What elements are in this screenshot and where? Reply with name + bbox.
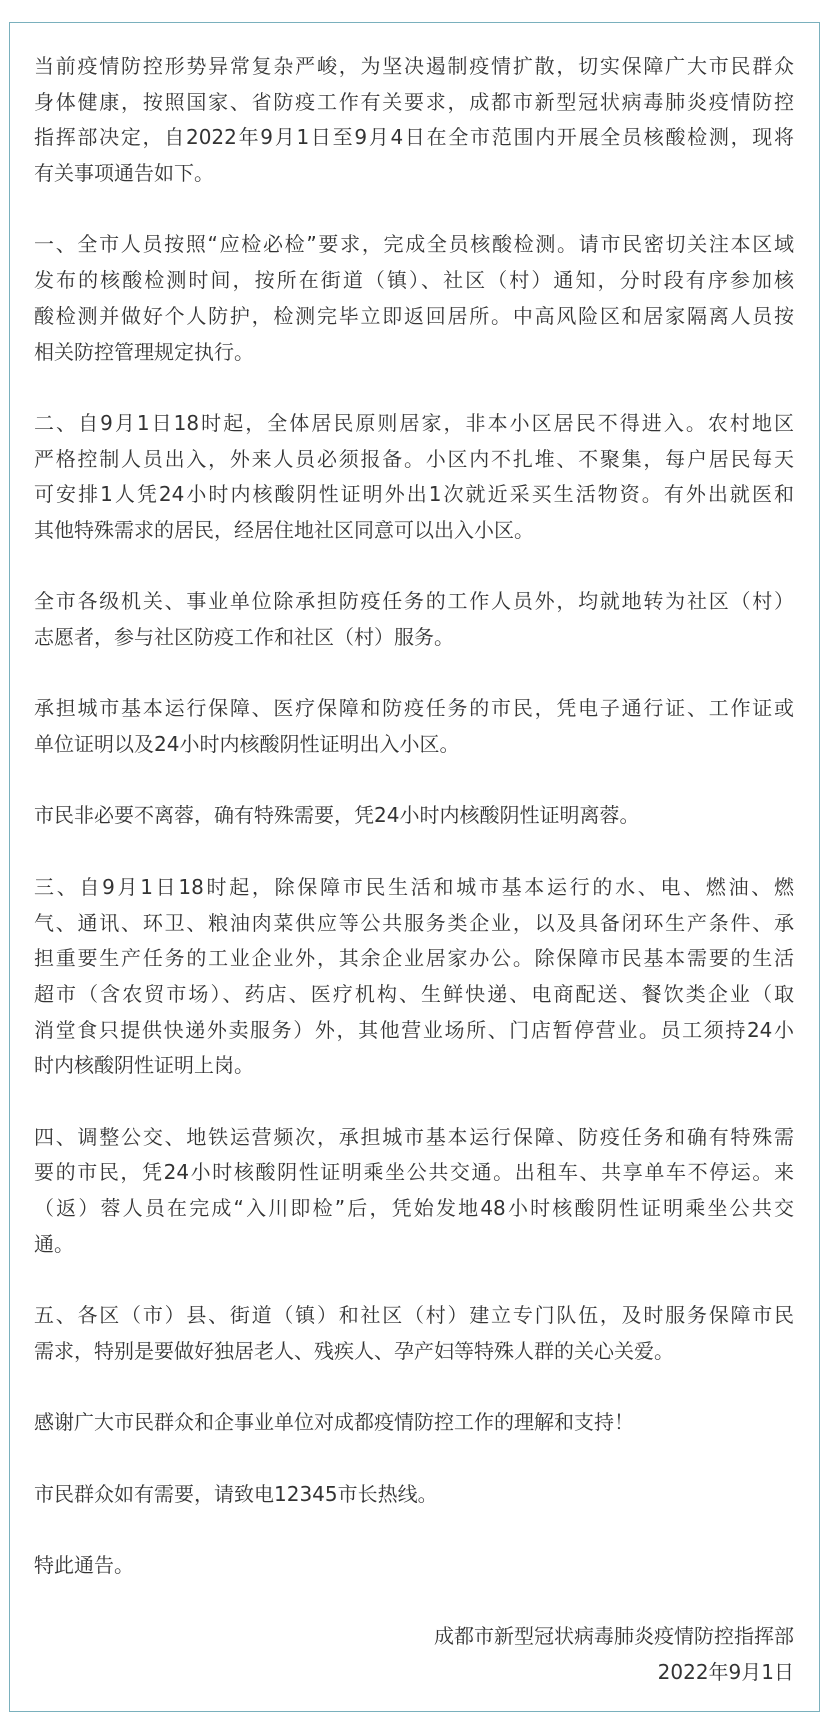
text-line: 单位证明以及24小时内核酸阴性证明出入小区。 <box>34 732 460 757</box>
text-line: 二、自9月1日18时起，全体居民原则居家，非本小区居民不得进入。农村地区 <box>34 410 794 435</box>
paragraph-spacer <box>34 763 794 799</box>
text-line: （返）蓉人员在完成“入川即检”后，凭始发地48小时核酸阴性证明乘坐公共交 <box>34 1196 794 1220</box>
paragraph-hotline <box>34 1477 794 1513</box>
text-line: 承担城市基本运行保障、医疗保障和防疫任务的市民，凭电子通行证、工作证或 <box>34 696 794 721</box>
text-line: 要的市民，凭24小时核酸阴性证明乘坐公共交通。出租车、共享单车不停运。来 <box>34 1160 794 1185</box>
text-line: 酸检测并做好个人防护，检测完毕立即返回居所。中高风险区和居家隔离人员按 <box>34 303 794 328</box>
text-line: 有关事项通告如下。 <box>34 161 214 186</box>
text-line: 市民非必要不离蓉，确有特殊需要，凭24小时内核酸阴性证明离蓉。 <box>34 803 640 828</box>
text-line: 五、各区（市）县、街道（镇）和社区（村）建立专门队伍，及时服务保障市民 <box>34 1303 794 1328</box>
text-line: 严格控制人员出入，外来人员必须报备。小区内不扎堆、不聚集，每户居民每天 <box>34 446 794 471</box>
text-line: 当前疫情防控形势异常复杂严峻，为坚决遏制疫情扩散，切实保障广大市民群众 <box>34 54 794 78</box>
paragraph-spacer <box>34 1584 794 1620</box>
paragraph-thanks <box>34 1405 794 1441</box>
text-line: 感谢广大市民群众和企事业单位对成都疫情防控工作的理解和支持！ <box>34 1410 634 1435</box>
paragraph-item-5 <box>34 1298 794 1369</box>
issue-date: 2022年9月1日 <box>657 1659 794 1684</box>
paragraph-spacer <box>34 834 794 870</box>
notice-body <box>34 49 794 1691</box>
paragraph-item-4 <box>34 1120 794 1263</box>
issuer-name: 成都市新型冠状病毒肺炎疫情防控指挥部 <box>434 1624 794 1649</box>
text-line: 一、全市人员按照“应检必检”要求，完成全员核酸检测。请市民密切关注本区域 <box>34 232 794 257</box>
paragraph-intro <box>34 49 794 192</box>
text-line: 气、通讯、环卫、粮油肉菜供应等公共服务类企业，以及具备闭环生产条件、承 <box>34 910 794 935</box>
paragraph-spacer <box>34 656 794 692</box>
paragraph-spacer <box>34 370 794 406</box>
text-line: 指挥部决定，自2022年9月1日至9月4日在全市范围内开展全员核酸检测，现将 <box>34 125 794 150</box>
paragraph-spacer <box>34 192 794 228</box>
paragraph-spacer <box>34 549 794 585</box>
text-line: 担重要生产任务的工业企业外，其余企业居家办公。除保障市民基本需要的生活 <box>34 946 794 971</box>
paragraph-spacer <box>34 1512 794 1548</box>
text-line: 其他特殊需求的居民，经居住地社区同意可以出入小区。 <box>34 517 534 542</box>
text-line: 身体健康，按照国家、省防疫工作有关要求，成都市新型冠状病毒肺炎疫情防控 <box>34 89 794 114</box>
paragraph-spacer <box>34 1262 794 1298</box>
text-line: 通。 <box>34 1231 74 1256</box>
paragraph-item-3 <box>34 870 794 1084</box>
text-line: 超市（含农贸市场）、药店、医疗机构、生鲜快递、电商配送、餐饮类企业（取 <box>34 981 794 1006</box>
signature-block <box>34 1619 794 1690</box>
text-line: 发布的核酸检测时间，按所在街道（镇）、社区（村）通知，分时段有序参加核 <box>34 268 794 293</box>
paragraph-spacer <box>34 1084 794 1120</box>
text-line: 全市各级机关、事业单位除承担防疫任务的工作人员外，均就地转为社区（村） <box>34 589 794 614</box>
paragraph-spacer <box>34 1441 794 1477</box>
text-line: 需求，特别是要做好独居老人、残疾人、孕产妇等特殊人群的关心关爱。 <box>34 1338 674 1363</box>
text-line: 四、调整公交、地铁运营频次，承担城市基本运行保障、防疫任务和确有特殊需 <box>34 1124 794 1149</box>
text-line: 相关防控管理规定执行。 <box>34 339 254 364</box>
text-line: 三、自9月1日18时起，除保障市民生活和城市基本运行的水、电、燃油、燃 <box>34 874 794 899</box>
text-line: 时内核酸阴性证明上岗。 <box>34 1053 254 1078</box>
paragraph-item-1 <box>34 227 794 370</box>
text-line: 消堂食只提供快递外卖服务）外，其他营业场所、门店暂停营业。员工须持24小 <box>34 1017 794 1042</box>
paragraph-agencies <box>34 584 794 655</box>
text-line: 特此通告。 <box>34 1552 134 1577</box>
paragraph-spacer <box>34 1369 794 1405</box>
paragraph-item-2 <box>34 406 794 549</box>
text-line: 可安排1人凭24小时内核酸阴性证明外出1次就近采买生活物资。有外出就医和 <box>34 482 794 507</box>
paragraph-essential-workers <box>34 691 794 762</box>
paragraph-closing <box>34 1548 794 1584</box>
text-line: 市民群众如有需要，请致电12345市长热线。 <box>34 1481 438 1506</box>
paragraph-leaving-city <box>34 798 794 834</box>
text-line: 志愿者，参与社区防疫工作和社区（村）服务。 <box>34 625 454 649</box>
